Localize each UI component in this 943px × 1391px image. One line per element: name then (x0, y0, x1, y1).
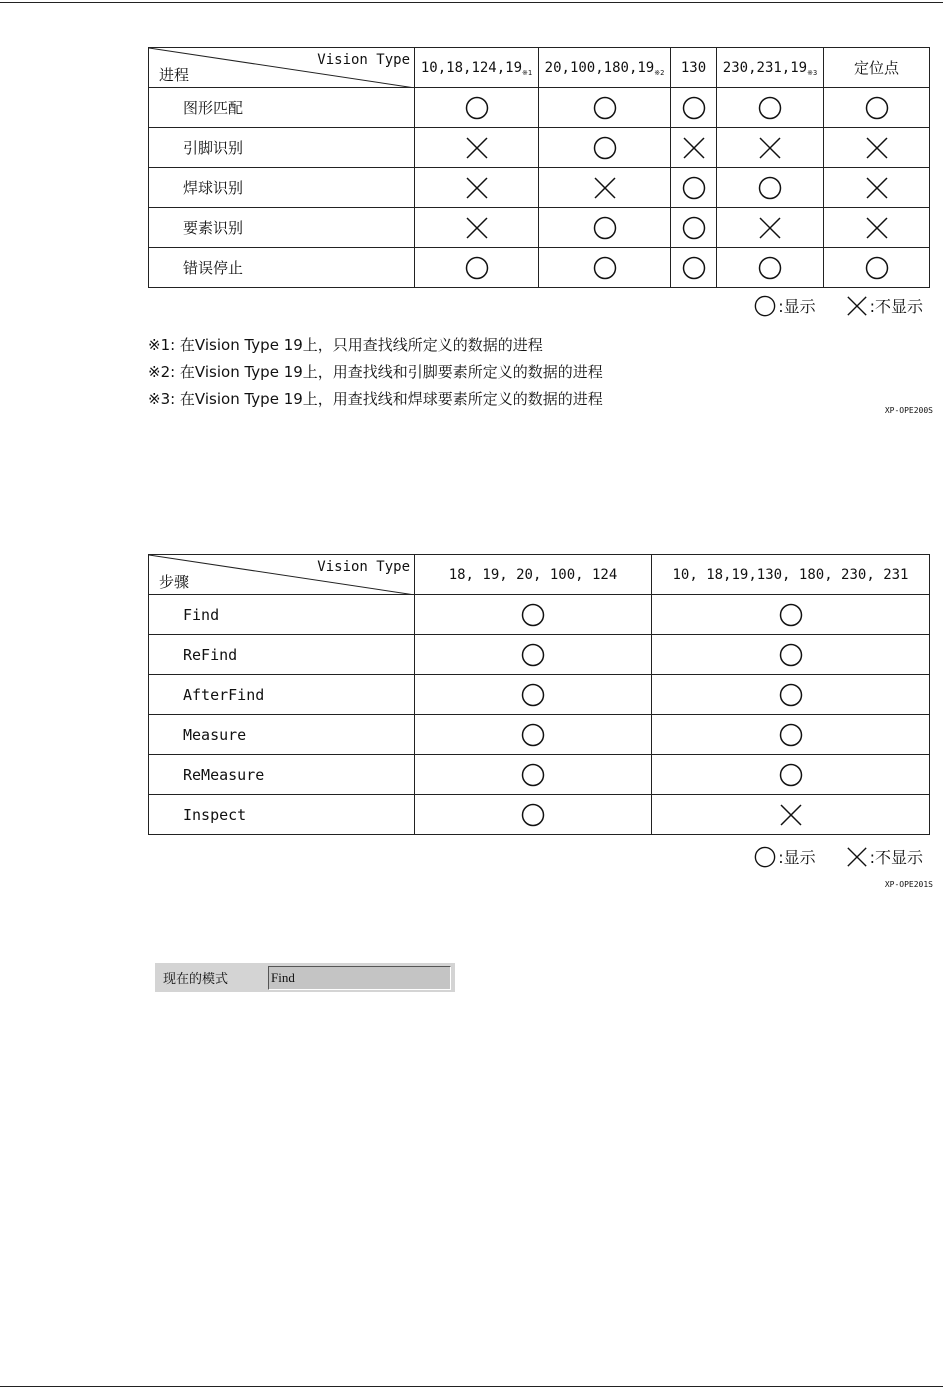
legend-hide: :不显示 (846, 294, 923, 317)
table-cell (539, 128, 671, 168)
cross-icon (846, 846, 868, 868)
table-cell (671, 88, 717, 128)
cross-icon (758, 136, 782, 160)
row-label: 图形匹配 (149, 88, 415, 128)
circle-icon (593, 136, 617, 160)
col-header: 20,100,180,19$^{※2}$ (539, 48, 671, 88)
circle-icon (521, 723, 545, 747)
cross-icon (779, 803, 803, 827)
table-cell (671, 128, 717, 168)
circle-icon (865, 96, 889, 120)
circle-icon (521, 763, 545, 787)
circle-icon (754, 846, 776, 868)
row-label: Measure (149, 715, 415, 755)
legend-2 (724, 845, 923, 868)
table-cell (824, 88, 930, 128)
circle-icon (521, 683, 545, 707)
cross-icon (465, 176, 489, 200)
circle-icon (758, 176, 782, 200)
cross-icon (865, 216, 889, 240)
footnotes (148, 332, 603, 413)
bottom-rule (0, 1386, 943, 1387)
table-cell (415, 595, 652, 635)
circle-icon (779, 603, 803, 627)
circle-icon (779, 643, 803, 667)
table-cell (652, 675, 930, 715)
table-row (149, 755, 930, 795)
table-cell (652, 795, 930, 835)
circle-icon (593, 96, 617, 120)
table-cell (824, 128, 930, 168)
table-row (149, 128, 930, 168)
table-row (149, 795, 930, 835)
circle-icon (779, 763, 803, 787)
process-table-corner (149, 48, 415, 88)
table-cell (539, 248, 671, 288)
circle-icon (521, 643, 545, 667)
table-cell (824, 248, 930, 288)
row-label: 要素识别 (149, 208, 415, 248)
current-mode-field (155, 963, 455, 992)
circle-icon (754, 295, 776, 317)
circle-icon (465, 256, 489, 280)
col-header: 230,231,19$^{※3}$ (717, 48, 824, 88)
figure-code-2: XP-OPE201S (884, 880, 933, 889)
table-row (149, 595, 930, 635)
vision-type-header: Vision Type (317, 559, 410, 575)
table-cell (717, 128, 824, 168)
circle-icon (682, 96, 706, 120)
table-cell (652, 715, 930, 755)
table-cell (652, 595, 930, 635)
table-row (149, 715, 930, 755)
row-label: Inspect (149, 795, 415, 835)
circle-icon (779, 683, 803, 707)
table-row (149, 168, 930, 208)
row-label: 引脚识别 (149, 128, 415, 168)
table-cell (415, 248, 539, 288)
step-table-corner (149, 555, 415, 595)
cross-icon (682, 136, 706, 160)
table-cell (717, 88, 824, 128)
row-label: ReMeasure (149, 755, 415, 795)
table-row (149, 88, 930, 128)
row-label: 错误停止 (149, 248, 415, 288)
row-label: Find (149, 595, 415, 635)
circle-icon (758, 256, 782, 280)
step-header: 步骤 (159, 573, 190, 591)
table-cell (824, 168, 930, 208)
legend-show: :显示 (754, 845, 815, 868)
footnote: ※2: 在Vision Type 19上，用查找线和引脚要素所定义的数据的进程 (148, 363, 603, 381)
table-cell (717, 168, 824, 208)
table-row (149, 675, 930, 715)
legend-show: :显示 (754, 294, 815, 317)
table-cell (652, 755, 930, 795)
col-header: 10,18,124,19$^{※1}$ (415, 48, 539, 88)
circle-icon (758, 96, 782, 120)
table-cell (671, 208, 717, 248)
circle-icon (682, 216, 706, 240)
legend-1 (724, 294, 923, 317)
table-cell (415, 168, 539, 208)
cross-icon (593, 176, 617, 200)
footnote: ※1: 在Vision Type 19上，只用查找线所定义的数据的进程 (148, 336, 543, 354)
table-cell (415, 795, 652, 835)
vision-type-header: Vision Type (317, 52, 410, 68)
circle-icon (521, 603, 545, 627)
table-cell (717, 208, 824, 248)
table-cell (415, 755, 652, 795)
table-row (149, 635, 930, 675)
circle-icon (593, 216, 617, 240)
table-cell (415, 715, 652, 755)
top-rule (0, 2, 943, 3)
footnote: ※3: 在Vision Type 19上，用查找线和焊球要素所定义的数据的进程 (148, 390, 603, 408)
table-cell (415, 128, 539, 168)
cross-icon (846, 295, 868, 317)
table-cell (539, 208, 671, 248)
cross-icon (465, 216, 489, 240)
cross-icon (865, 136, 889, 160)
table-cell (415, 635, 652, 675)
table-cell (539, 168, 671, 208)
circle-icon (865, 256, 889, 280)
cross-icon (465, 136, 489, 160)
row-label: ReFind (149, 635, 415, 675)
table-cell (717, 248, 824, 288)
col-header: 18, 19, 20, 100, 124 (415, 555, 652, 595)
table-row (149, 248, 930, 288)
table-cell (415, 88, 539, 128)
table-cell (415, 675, 652, 715)
circle-icon (682, 176, 706, 200)
cross-icon (865, 176, 889, 200)
col-header: 130 (671, 48, 717, 88)
figure-code-1: XP-OPE200S (884, 406, 933, 415)
table-cell (539, 88, 671, 128)
circle-icon (682, 256, 706, 280)
table-cell (671, 248, 717, 288)
legend-hide: :不显示 (846, 845, 923, 868)
circle-icon (779, 723, 803, 747)
current-mode-label: 现在的模式 (163, 972, 229, 987)
current-mode-value: Find (268, 966, 451, 990)
circle-icon (593, 256, 617, 280)
table-cell (824, 208, 930, 248)
table-row (149, 208, 930, 248)
col-header: 定位点 (824, 48, 930, 88)
row-label: 焊球识别 (149, 168, 415, 208)
cross-icon (758, 216, 782, 240)
process-header: 进程 (159, 66, 190, 84)
step-table (148, 554, 930, 835)
circle-icon (465, 96, 489, 120)
row-label: AfterFind (149, 675, 415, 715)
table-cell (652, 635, 930, 675)
table-cell (671, 168, 717, 208)
process-table (148, 47, 930, 288)
circle-icon (521, 803, 545, 827)
table-cell (415, 208, 539, 248)
col-header: 10, 18,19,130, 180, 230, 231 (652, 555, 930, 595)
